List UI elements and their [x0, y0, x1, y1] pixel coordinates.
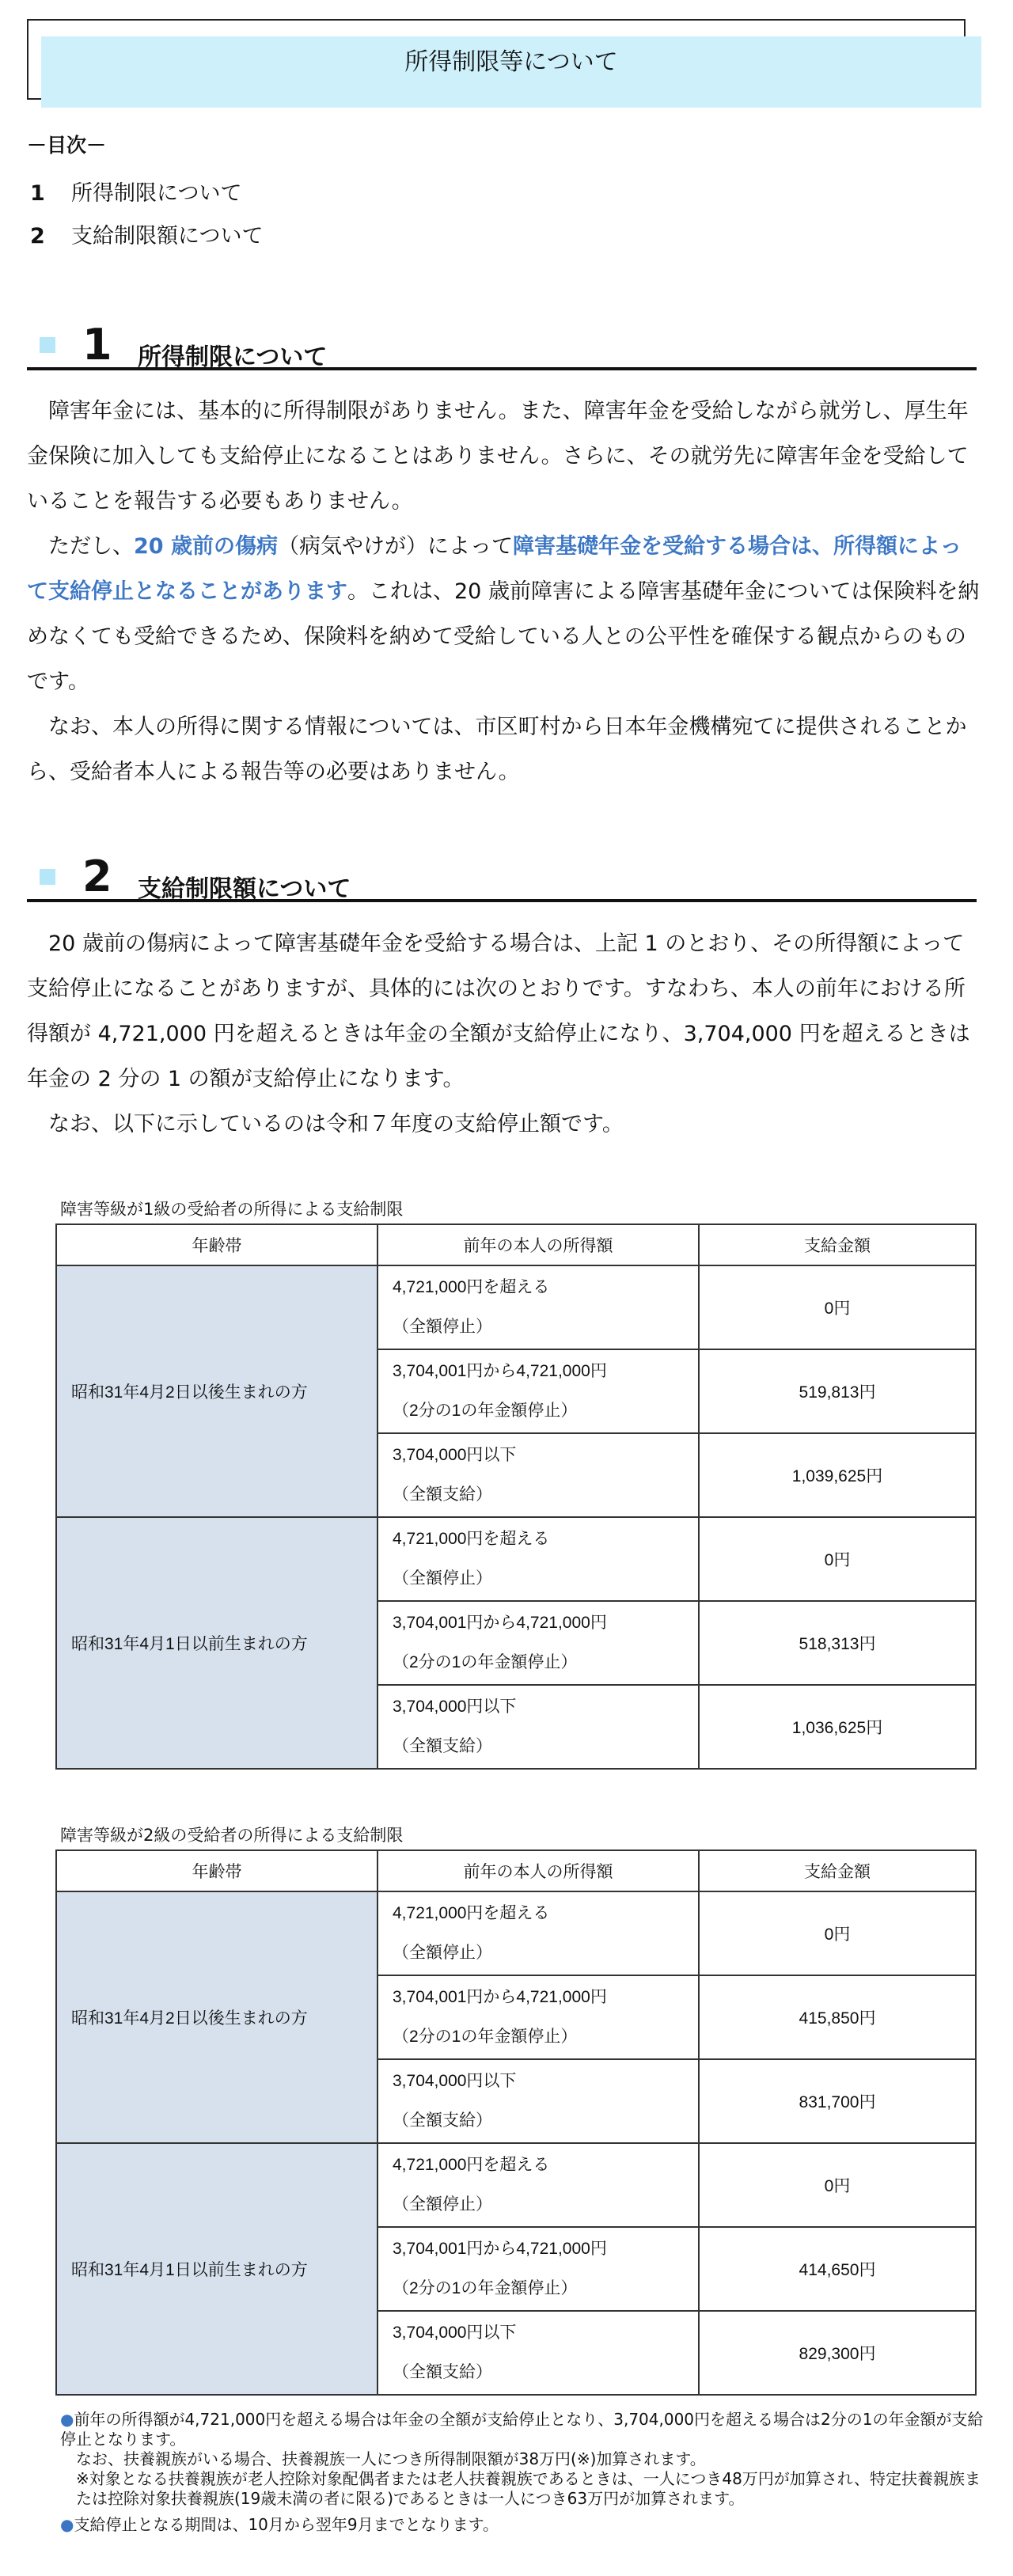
section-number: 2 [82, 852, 112, 901]
section-title: 支給制限額について [138, 875, 351, 903]
income-range: 3,704,000円以下 [393, 2072, 517, 2090]
income-range: 4,721,000円を超える [393, 2156, 550, 2174]
column-header: 年齢帯 [56, 1850, 378, 1891]
income-note: （全額支給） [393, 2111, 492, 2130]
column-header: 前年の本人の所得額 [378, 1850, 699, 1891]
age-group-cell: 昭和31年4月2日以後生まれの方 [56, 1265, 378, 1517]
section-number: 1 [82, 320, 112, 370]
income-cell [378, 1349, 699, 1433]
age-group-cell: 昭和31年4月1日以前生まれの方 [56, 1517, 378, 1769]
age-group-cell: 昭和31年4月1日以前生まれの方 [56, 2143, 378, 2395]
section-title: 所得制限について [138, 343, 328, 371]
amount-cell: 1,036,625円 [699, 1685, 976, 1769]
amount-cell: 519,813円 [699, 1349, 976, 1433]
income-cell [378, 2143, 699, 2227]
income-range: 3,704,001円から4,721,000円 [393, 2240, 607, 2258]
income-note: （全額停止） [393, 1569, 492, 1588]
page-title: 所得制限等について [404, 48, 618, 76]
note-text: 支給停止となる期間は、10月から翌年9月までとなります。 [74, 2515, 499, 2534]
income-note: （全額停止） [393, 1318, 492, 1336]
amount-cell: 518,313円 [699, 1601, 976, 1685]
highlight-text: 障害基礎年金を受給する場合は、所得額によって支給停止となることがあります [27, 534, 962, 604]
text-run: ただし、 [48, 534, 134, 559]
income-note: （全額支給） [393, 2363, 492, 2381]
income-range: 4,721,000円を超える [393, 1904, 550, 1922]
amount-cell: 0円 [699, 1517, 976, 1601]
income-note: （2分の1の年金額停止） [393, 2028, 578, 2046]
income-note: （全額停止） [393, 2195, 492, 2214]
toc-item-number: 2 [30, 224, 45, 248]
bullet-icon: ● [60, 2410, 74, 2429]
table-row [56, 1517, 976, 1601]
table-row [56, 2143, 976, 2227]
note-item [60, 2410, 986, 2449]
bullet-icon: ● [60, 2515, 74, 2534]
toc-item-2[interactable] [30, 218, 263, 249]
section-1-paragraph-2 [27, 524, 981, 704]
text-run: （病気やけが）によって [277, 534, 513, 559]
income-cell [378, 1433, 699, 1517]
income-note: （全額支給） [393, 1485, 492, 1504]
column-header: 年齢帯 [56, 1224, 378, 1265]
income-range: 4,721,000円を超える [393, 1278, 550, 1296]
income-cell [378, 2059, 699, 2143]
toc-item-1[interactable] [30, 176, 241, 207]
amount-cell: 1,039,625円 [699, 1433, 976, 1517]
text-run: 。これは、20 歳前障害による障害基礎年金については保険料を納めなくても受給できるため、保険料を納めて受給している人との公平性を確保する観点からのものです。 [27, 579, 980, 694]
income-range: 3,704,001円から4,721,000円 [393, 1614, 607, 1632]
age-group-cell: 昭和31年4月2日以後生まれの方 [56, 1891, 378, 2143]
section-2-heading [27, 852, 977, 903]
income-cell [378, 1685, 699, 1769]
income-note: （2分の1の年金額停止） [393, 1402, 578, 1420]
income-note: （全額支給） [393, 1737, 492, 1755]
column-header: 前年の本人の所得額 [378, 1224, 699, 1265]
note-item: なお、扶養親族がいる場合、扶養親族一人につき所得制限額が38万円(※)加算されます。 [76, 2449, 706, 2468]
income-cell [378, 2227, 699, 2311]
note-item [60, 2515, 986, 2535]
amount-cell: 415,850円 [699, 1975, 976, 2059]
income-range: 3,704,001円から4,721,000円 [393, 1988, 607, 2006]
income-range: 3,704,000円以下 [393, 1446, 517, 1464]
toc-item-number: 1 [30, 181, 45, 206]
table-1-caption: 障害等級が1級の受給者の所得による支給制限 [60, 1200, 404, 1219]
note-text: 前年の所得額が4,721,000円を超える場合は年金の全額が支給停止となり、3,704,000円を超える場合は2分の1の年金額が支給停止となります。 [60, 2410, 984, 2449]
section-1-paragraph-1: 障害年金には、基本的に所得制限がありません。また、障害年金を受給しながら就労し、厚生年金保険に加入しても支給停止になることはありません。さらに、その就労先に障害年金を受給していることを報告する必要もありません。 [27, 399, 969, 514]
income-range: 3,704,000円以下 [393, 1698, 517, 1716]
income-note: （2分の1の年金額停止） [393, 1653, 578, 1671]
amount-cell: 829,300円 [699, 2311, 976, 2395]
income-limit-table-grade-1 [55, 1224, 977, 1770]
income-cell [378, 1975, 699, 2059]
column-header: 支給金額 [699, 1850, 976, 1891]
income-cell [378, 2311, 699, 2395]
income-note: （2分の1の年金額停止） [393, 2279, 578, 2297]
amount-cell: 0円 [699, 2143, 976, 2227]
amount-cell: 414,650円 [699, 2227, 976, 2311]
income-limit-table-grade-2 [55, 1849, 977, 2396]
table-row [56, 1265, 976, 1349]
highlight-text: 20 歳前の傷病 [134, 534, 278, 559]
income-cell [378, 1517, 699, 1601]
amount-cell: 831,700円 [699, 2059, 976, 2143]
amount-cell: 0円 [699, 1265, 976, 1349]
note-item: ※対象となる扶養親族が老人控除対象配偶者または老人扶養親族であるときは、一人につき48万円が加算され、特定扶養親族または控除対象扶養親族(19歳未満の者に限る)であるときは一人につき63万円が加算されます。 [76, 2469, 981, 2508]
amount-cell: 0円 [699, 1891, 976, 1975]
section-1-paragraph-3: なお、本人の所得に関する情報については、市区町村から日本年金機構宛てに提供されることから、受給者本人による報告等の必要はありません。 [27, 715, 967, 784]
income-range: 4,721,000円を超える [393, 1530, 550, 1548]
table-2-caption: 障害等級が2級の受給者の所得による支給制限 [60, 1826, 404, 1845]
table-header-row [56, 1850, 976, 1891]
toc-item-label: 支給制限額について [71, 224, 264, 248]
toc-item-label: 所得制限について [71, 181, 242, 206]
income-cell [378, 1891, 699, 1975]
footnotes [60, 2410, 986, 2535]
square-bullet-icon [40, 869, 55, 885]
income-cell [378, 1601, 699, 1685]
section-2-paragraph-2: なお、以下に示しているのは令和７年度の支給停止額です。 [48, 1112, 624, 1136]
table-row [56, 1891, 976, 1975]
table-header-row [56, 1224, 976, 1265]
column-header: 支給金額 [699, 1224, 976, 1265]
income-cell [378, 1265, 699, 1349]
section-1-heading [27, 320, 977, 371]
section-2-paragraph-1: 20 歳前の傷病によって障害基礎年金を受給する場合は、上記 1 のとおり、その所得額によって支給停止になることがありますが、具体的には次のとおりです。すなわち、本人の前年における所得額が 4,721,000 円を超えるときは年金の全額が支給停止になり、3,704,000 円を超えるときは年金の 2 分の 1 の額が支給停止になります。 [27, 931, 970, 1091]
income-range: 3,704,000円以下 [393, 2324, 517, 2342]
toc-heading: －目次－ [27, 134, 107, 157]
income-range: 3,704,001円から4,721,000円 [393, 1362, 607, 1380]
income-note: （全額停止） [393, 1944, 492, 1962]
square-bullet-icon [40, 337, 55, 353]
